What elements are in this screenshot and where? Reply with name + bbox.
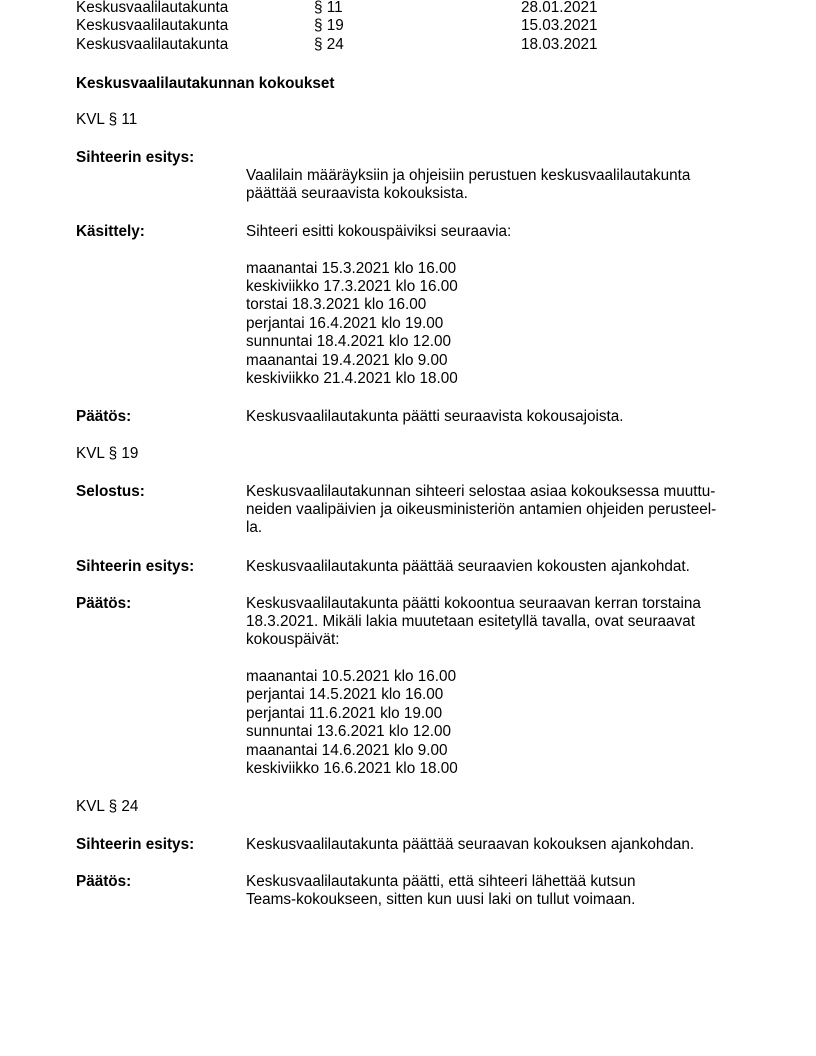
kvl-19-esitys-label: Sihteerin esitys: bbox=[76, 558, 195, 575]
kvl-11-esitys-line: Vaalilain määräyksiin ja ohjeisiin perustuen keskusvaalilautakunta bbox=[246, 167, 691, 184]
kvl-11-kasittely-intro: Sihteeri esitti kokouspäiviksi seuraavia: bbox=[246, 223, 512, 240]
table-body-cell: Keskusvaalilautakunta bbox=[76, 17, 229, 34]
kvl-11-kasittely-label: Käsittely: bbox=[76, 223, 145, 240]
kvl-19-date: perjantai 14.5.2021 klo 16.00 bbox=[246, 686, 444, 703]
table-section-cell: § 19 bbox=[314, 17, 344, 34]
table-section-cell: § 24 bbox=[314, 36, 344, 53]
kvl-24-paatos-label: Päätös: bbox=[76, 873, 132, 890]
table-date-cell: 28.01.2021 bbox=[521, 0, 598, 16]
kvl-11-paatos-label: Päätös: bbox=[76, 408, 132, 425]
kvl-11-date: torstai 18.3.2021 klo 16.00 bbox=[246, 296, 427, 313]
kvl-24-esitys: Keskusvaalilautakunta päättää seuraavan kokouksen ajankohdan. bbox=[246, 836, 695, 853]
kvl-19-ref: KVL § 19 bbox=[76, 445, 139, 462]
table-section-cell: § 11 bbox=[314, 0, 343, 16]
kvl-11-ref: KVL § 11 bbox=[76, 111, 138, 128]
kvl-19-paatos-line: 18.3.2021. Mikäli lakia muutetaan esitetyllä tavalla, ovat seuraavat bbox=[246, 613, 695, 630]
kvl-19-esitys: Keskusvaalilautakunta päättää seuraavien kokousten ajankohdat. bbox=[246, 558, 690, 575]
kvl-11-date: sunnuntai 18.4.2021 klo 12.00 bbox=[246, 333, 451, 350]
kvl-24-paatos-line: Teams-kokoukseen, sitten kun uusi laki on tullut voimaan. bbox=[246, 891, 636, 908]
kvl-19-selostus-label: Selostus: bbox=[76, 483, 145, 500]
kvl-19-date: maanantai 14.6.2021 klo 9.00 bbox=[246, 742, 448, 759]
kvl-11-date: keskiviikko 21.4.2021 klo 18.00 bbox=[246, 370, 458, 387]
kvl-11-date: maanantai 19.4.2021 klo 9.00 bbox=[246, 352, 448, 369]
kvl-24-paatos-line: Keskusvaalilautakunta päätti, että sihteeri lähettää kutsun bbox=[246, 873, 636, 890]
kvl-19-paatos-line: Keskusvaalilautakunta päätti kokoontua seuraavan kerran torstaina bbox=[246, 595, 701, 612]
kvl-11-paatos: Keskusvaalilautakunta päätti seuraavista kokousajoista. bbox=[246, 408, 624, 425]
table-body-cell: Keskusvaalilautakunta bbox=[76, 0, 229, 16]
kvl-19-paatos-label: Päätös: bbox=[76, 595, 132, 612]
kvl-11-esitys-label: Sihteerin esitys: bbox=[76, 149, 195, 166]
kvl-11-date: maanantai 15.3.2021 klo 16.00 bbox=[246, 260, 457, 277]
kvl-19-date: perjantai 11.6.2021 klo 19.00 bbox=[246, 705, 443, 722]
kvl-19-selostus-line: neiden vaalipäivien ja oikeusministeriön antamien ohjeiden perusteel- bbox=[246, 501, 717, 518]
table-date-cell: 18.03.2021 bbox=[521, 36, 598, 53]
kvl-19-date: keskiviikko 16.6.2021 klo 18.00 bbox=[246, 760, 458, 777]
kvl-19-selostus-line: la. bbox=[246, 519, 263, 536]
kvl-24-esitys-label: Sihteerin esitys: bbox=[76, 836, 195, 853]
table-date-cell: 15.03.2021 bbox=[521, 17, 598, 34]
kvl-11-date: perjantai 16.4.2021 klo 19.00 bbox=[246, 315, 444, 332]
section-heading: Keskusvaalilautakunnan kokoukset bbox=[76, 75, 335, 92]
kvl-19-paatos-line: kokouspäivät: bbox=[246, 631, 340, 648]
kvl-19-date: maanantai 10.5.2021 klo 16.00 bbox=[246, 668, 457, 685]
kvl-11-esitys-line: päättää seuraavista kokouksista. bbox=[246, 185, 468, 202]
kvl-19-selostus-line: Keskusvaalilautakunnan sihteeri selostaa asiaa kokouksessa muuttu- bbox=[246, 483, 716, 500]
kvl-11-date: keskiviikko 17.3.2021 klo 16.00 bbox=[246, 278, 458, 295]
kvl-19-date: sunnuntai 13.6.2021 klo 12.00 bbox=[246, 723, 451, 740]
table-body-cell: Keskusvaalilautakunta bbox=[76, 36, 229, 53]
kvl-24-ref: KVL § 24 bbox=[76, 798, 139, 815]
